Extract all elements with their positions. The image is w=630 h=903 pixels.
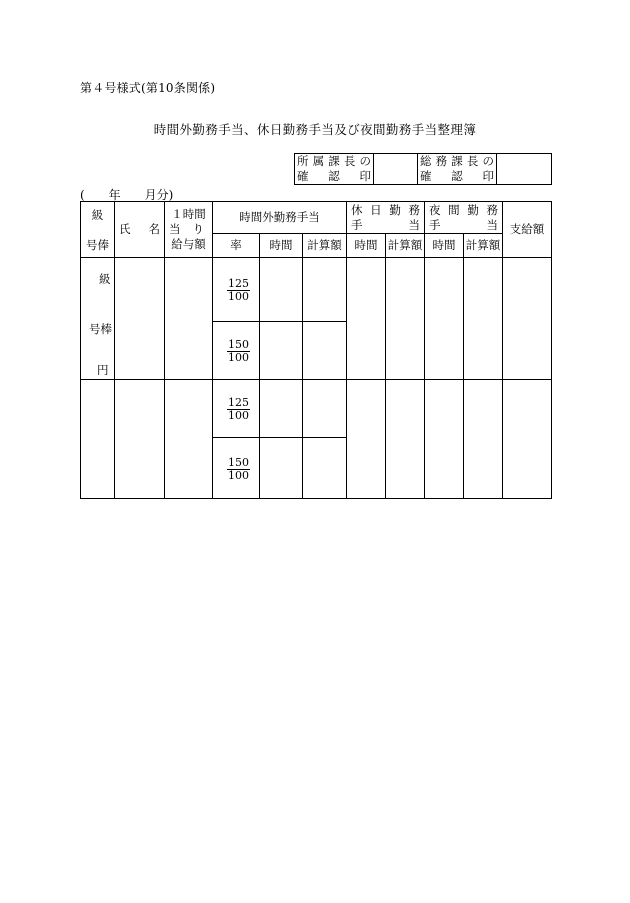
- header-rate: 率: [213, 234, 260, 258]
- grade-cell[interactable]: [81, 258, 115, 380]
- rate-125-fraction: $\frac{125}{100}$: [228, 277, 249, 303]
- overtime-hours-cell[interactable]: [260, 258, 303, 322]
- rate-125-fraction: $\frac{125}{100}$: [228, 396, 249, 422]
- night-calc-cell[interactable]: [464, 380, 503, 499]
- allowance-ledger-table: [80, 201, 552, 499]
- night-calc-cell[interactable]: [464, 258, 503, 380]
- rate-150-cell: [213, 438, 260, 499]
- payment-cell[interactable]: [503, 258, 552, 380]
- name-cell[interactable]: [115, 258, 165, 380]
- holiday-hours-cell[interactable]: [347, 258, 386, 380]
- header-holiday: 休 日 勤 務 手 当: [347, 202, 425, 234]
- grade-kyu-label: 級: [99, 272, 111, 286]
- rate-150-fraction: $\frac{150}{100}$: [228, 338, 249, 364]
- grade-gohou-label: 号棒: [89, 322, 112, 336]
- holiday-calc-cell[interactable]: [386, 380, 425, 499]
- form-number: 第４号様式(第10条関係): [80, 81, 216, 95]
- header-grade-top: 級: [81, 202, 115, 234]
- overtime-calc-cell[interactable]: [303, 438, 347, 499]
- night-hours-cell[interactable]: [425, 380, 464, 499]
- header-night: 夜 間 勤 務 手 当: [425, 202, 503, 234]
- header-overtime-hours: 時間: [260, 234, 303, 258]
- header-payment: 支給額: [503, 202, 552, 258]
- header-name: 氏 名: [115, 202, 165, 258]
- general-head-stamp-box[interactable]: [497, 154, 552, 185]
- approval-stamp-table: [294, 153, 552, 185]
- holiday-hours-cell[interactable]: [347, 380, 386, 499]
- night-hours-cell[interactable]: [425, 258, 464, 380]
- overtime-hours-cell[interactable]: [260, 438, 303, 499]
- overtime-hours-cell[interactable]: [260, 380, 303, 438]
- rate-150-fraction: $\frac{150}{100}$: [228, 455, 249, 482]
- header-night-calc: 計算額: [464, 234, 503, 258]
- payment-cell[interactable]: [503, 380, 552, 499]
- header-hourly-pay: １時間 当 り 給与額: [165, 202, 213, 258]
- document-title: 時間外勤務手当、休日勤務手当及び夜間勤務手当整理簿: [153, 122, 477, 137]
- rate-125-cell: [213, 258, 260, 322]
- header-holiday-hours: 時間: [347, 234, 386, 258]
- rate-150-cell: [213, 322, 260, 380]
- holiday-calc-cell[interactable]: [386, 258, 425, 380]
- dept-head-confirm-label: 所 属 課 長 の 確 認 印: [295, 154, 374, 185]
- overtime-calc-cell[interactable]: [303, 380, 347, 438]
- hourly-pay-cell[interactable]: [165, 380, 213, 499]
- header-grade-bottom: 号俸: [81, 234, 115, 258]
- dept-head-stamp-box[interactable]: [374, 154, 418, 185]
- hourly-pay-cell[interactable]: [165, 258, 213, 380]
- header-overtime: 時間外勤務手当: [213, 202, 347, 234]
- period-label: ( 年 月分): [80, 188, 174, 202]
- header-overtime-calc: 計算額: [303, 234, 347, 258]
- overtime-calc-cell[interactable]: [303, 258, 347, 322]
- name-cell[interactable]: [115, 380, 165, 499]
- header-night-hours: 時間: [425, 234, 464, 258]
- general-head-confirm-label: 総 務 課 長 の 確 認 印: [418, 154, 497, 185]
- grade-cell[interactable]: [81, 380, 115, 499]
- rate-125-cell: [213, 380, 260, 438]
- overtime-hours-cell[interactable]: [260, 322, 303, 380]
- overtime-calc-cell[interactable]: [303, 322, 347, 380]
- header-holiday-calc: 計算額: [386, 234, 425, 258]
- grade-yen-label: 円: [97, 363, 109, 377]
